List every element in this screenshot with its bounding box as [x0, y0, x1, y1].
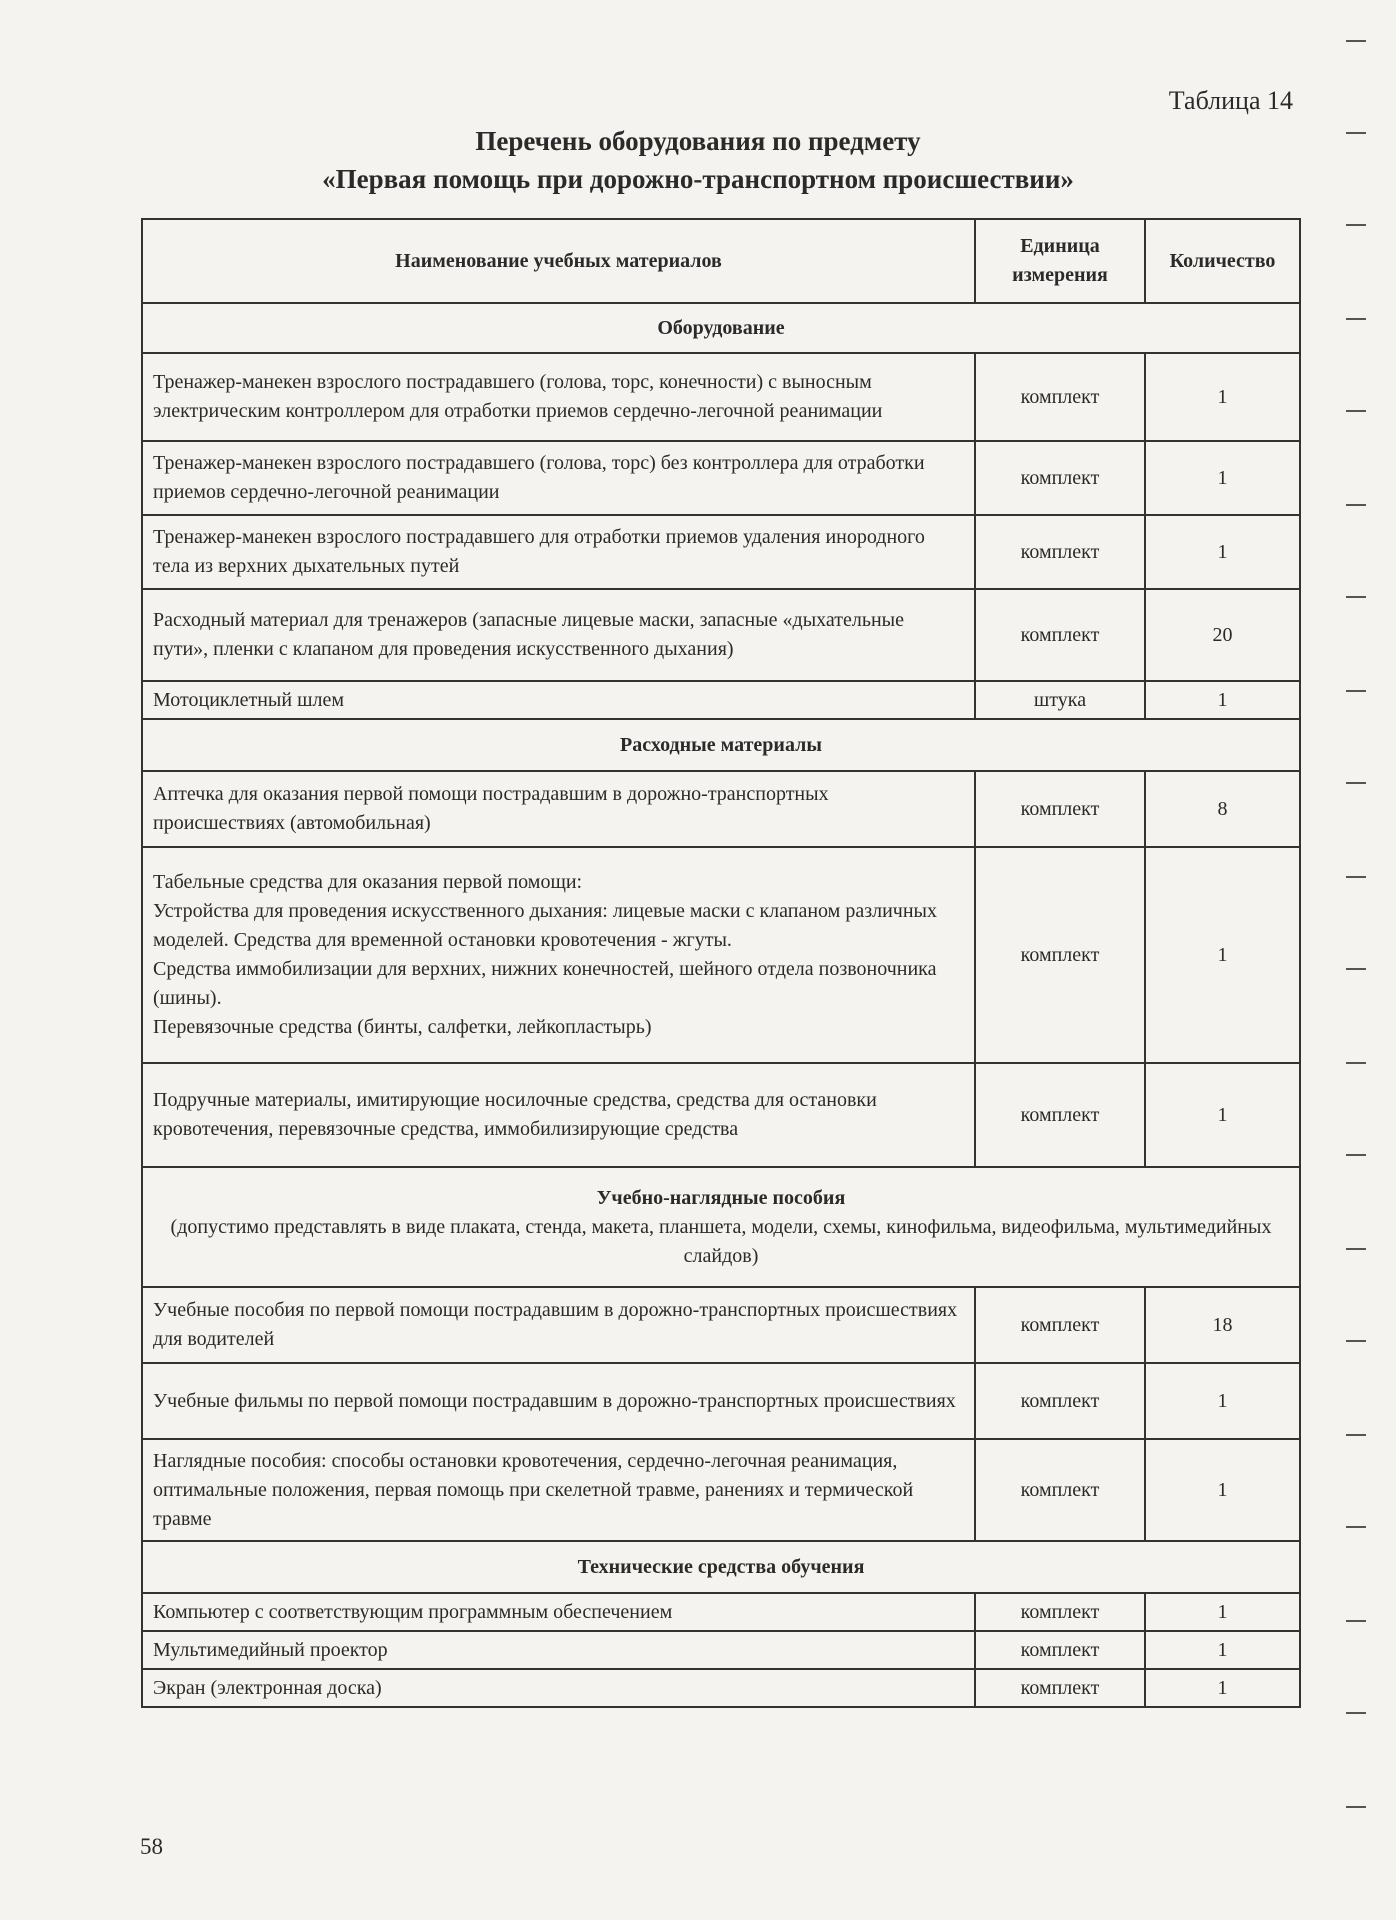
binding-edge-mark — [1346, 1806, 1366, 1808]
table-row — [142, 1363, 1300, 1439]
section-title: Технические средства обучения — [577, 1555, 865, 1578]
quantity-cell: 1 — [1145, 847, 1300, 1063]
binding-edge-mark — [1346, 596, 1366, 598]
binding-edge-mark — [1346, 132, 1366, 134]
unit-cell: комплект — [975, 441, 1145, 515]
title-line-1: Перечень оборудования по предмету — [475, 126, 921, 156]
unit-cell: комплект — [975, 1439, 1145, 1541]
quantity-cell: 1 — [1145, 1631, 1300, 1669]
header-unit: Единица измерения — [975, 219, 1145, 303]
quantity-cell: 1 — [1145, 1063, 1300, 1167]
binding-edge-mark — [1346, 224, 1366, 226]
title-line-2: «Первая помощь при дорожно-транспортном происшествии» — [322, 164, 1074, 194]
item-name-cell: Расходный материал для тренажеров (запасные лицевые маски, запасные «дыхательные пути», пленки с клапаном для проведения искусственного дыхания) — [142, 589, 975, 681]
section-row — [142, 303, 1300, 353]
binding-edge-mark — [1346, 504, 1366, 506]
equipment-table — [141, 218, 1301, 1708]
item-name-cell: Подручные материалы, имитирующие носилочные средства, средства для остановки кровотечения, перевязочные средства, иммобилизирующие средства — [142, 1063, 975, 1167]
item-name-cell: Учебные фильмы по первой помощи пострадавшим в дорожно-транспортных происшествиях — [142, 1363, 975, 1439]
section-title-cell — [142, 1167, 1300, 1287]
item-name-cell: Компьютер с соответствующим программным обеспечением — [142, 1593, 975, 1631]
section-title-cell — [142, 303, 1300, 353]
binding-edge-mark — [1346, 782, 1366, 784]
document-title — [0, 122, 1396, 198]
item-name-cell: Тренажер-манекен взрослого пострадавшего (голова, торс, конечности) с выносным электрическим контроллером для отработки приемов сердечно-легочной реанимации — [142, 353, 975, 441]
section-row — [142, 1541, 1300, 1593]
item-name-cell: Наглядные пособия: способы остановки кровотечения, сердечно-легочная реанимация, оптимальные положения, первая помощь при скелетной травме, ранениях и термической травме — [142, 1439, 975, 1541]
table-row — [142, 353, 1300, 441]
binding-edge-mark — [1346, 1248, 1366, 1250]
table-row — [142, 1669, 1300, 1707]
table-row — [142, 1287, 1300, 1363]
quantity-cell: 20 — [1145, 589, 1300, 681]
table-header-row — [142, 219, 1300, 303]
section-title: Расходные материалы — [620, 733, 822, 756]
quantity-cell: 1 — [1145, 1669, 1300, 1707]
unit-cell: комплект — [975, 1363, 1145, 1439]
table-row — [142, 1631, 1300, 1669]
item-name-cell: Мотоциклетный шлем — [142, 681, 975, 719]
unit-cell: комплект — [975, 1287, 1145, 1363]
binding-edge-mark — [1346, 1526, 1366, 1528]
binding-edge-mark — [1346, 968, 1366, 970]
unit-cell: комплект — [975, 353, 1145, 441]
item-name-cell: Тренажер-манекен взрослого пострадавшего (голова, торс) без контроллера для отработки приемов сердечно-легочной реанимации — [142, 441, 975, 515]
unit-cell: комплект — [975, 771, 1145, 847]
unit-cell: комплект — [975, 589, 1145, 681]
table-row — [142, 1439, 1300, 1541]
table-row — [142, 1063, 1300, 1167]
item-name-cell: Учебные пособия по первой помощи пострадавшим в дорожно-транспортных происшествиях для водителей — [142, 1287, 975, 1363]
quantity-cell: 1 — [1145, 681, 1300, 719]
quantity-cell: 18 — [1145, 1287, 1300, 1363]
quantity-cell: 1 — [1145, 515, 1300, 589]
unit-cell: комплект — [975, 847, 1145, 1063]
binding-edge-mark — [1346, 40, 1366, 42]
section-note: (допустимо представлять в виде плаката, стенда, макета, планшета, модели, схемы, кинофильма, видеофильма, мультимедийных слайдов) — [170, 1215, 1272, 1267]
unit-cell: комплект — [975, 1063, 1145, 1167]
binding-edge-mark — [1346, 1434, 1366, 1436]
quantity-cell: 1 — [1145, 1439, 1300, 1541]
section-title-cell — [142, 1541, 1300, 1593]
table-number-label: Таблица 14 — [1168, 86, 1293, 115]
quantity-cell: 1 — [1145, 1593, 1300, 1631]
header-qty: Количество — [1145, 219, 1300, 303]
quantity-cell: 8 — [1145, 771, 1300, 847]
unit-cell: комплект — [975, 1669, 1145, 1707]
table-row — [142, 681, 1300, 719]
header-name: Наименование учебных материалов — [142, 219, 975, 303]
item-name-cell: Табельные средства для оказания первой помощи: Устройства для проведения искусственного дыхания: лицевые маски с клапаном различных моделей. Средства для временной остановки кровотечения - жгуты. Средства иммобилизации для верхних, нижних конечностей, шейного отдела позвоночника (шины). Перевязочные средства (бинты, салфетки, лейкопластырь) — [142, 847, 975, 1063]
section-row — [142, 719, 1300, 771]
table-row — [142, 589, 1300, 681]
item-name-cell: Аптечка для оказания первой помощи пострадавшим в дорожно-транспортных происшествиях (автомобильная) — [142, 771, 975, 847]
section-title: Учебно-наглядные пособия — [596, 1186, 846, 1209]
binding-edge-mark — [1346, 1062, 1366, 1064]
binding-edge-mark — [1346, 1620, 1366, 1622]
table-row — [142, 847, 1300, 1063]
binding-edge-mark — [1346, 1712, 1366, 1714]
quantity-cell: 1 — [1145, 441, 1300, 515]
item-name-cell: Тренажер-манекен взрослого пострадавшего для отработки приемов удаления инородного тела из верхних дыхательных путей — [142, 515, 975, 589]
section-row — [142, 1167, 1300, 1287]
unit-cell: комплект — [975, 1593, 1145, 1631]
quantity-cell: 1 — [1145, 1363, 1300, 1439]
unit-cell: комплект — [975, 1631, 1145, 1669]
table-row — [142, 515, 1300, 589]
item-name-cell: Экран (электронная доска) — [142, 1669, 975, 1707]
table-row — [142, 771, 1300, 847]
binding-edge-mark — [1346, 1340, 1366, 1342]
table-row — [142, 1593, 1300, 1631]
unit-cell: штука — [975, 681, 1145, 719]
table-body — [142, 303, 1300, 1707]
item-name-cell: Мультимедийный проектор — [142, 1631, 975, 1669]
binding-edge-mark — [1346, 1154, 1366, 1156]
page-number: 58 — [140, 1834, 163, 1859]
section-title-cell — [142, 719, 1300, 771]
binding-edge-mark — [1346, 410, 1366, 412]
table-row — [142, 441, 1300, 515]
unit-cell: комплект — [975, 515, 1145, 589]
binding-edge-mark — [1346, 690, 1366, 692]
section-title: Оборудование — [657, 316, 785, 339]
quantity-cell: 1 — [1145, 353, 1300, 441]
binding-edge-mark — [1346, 876, 1366, 878]
binding-edge-mark — [1346, 318, 1366, 320]
